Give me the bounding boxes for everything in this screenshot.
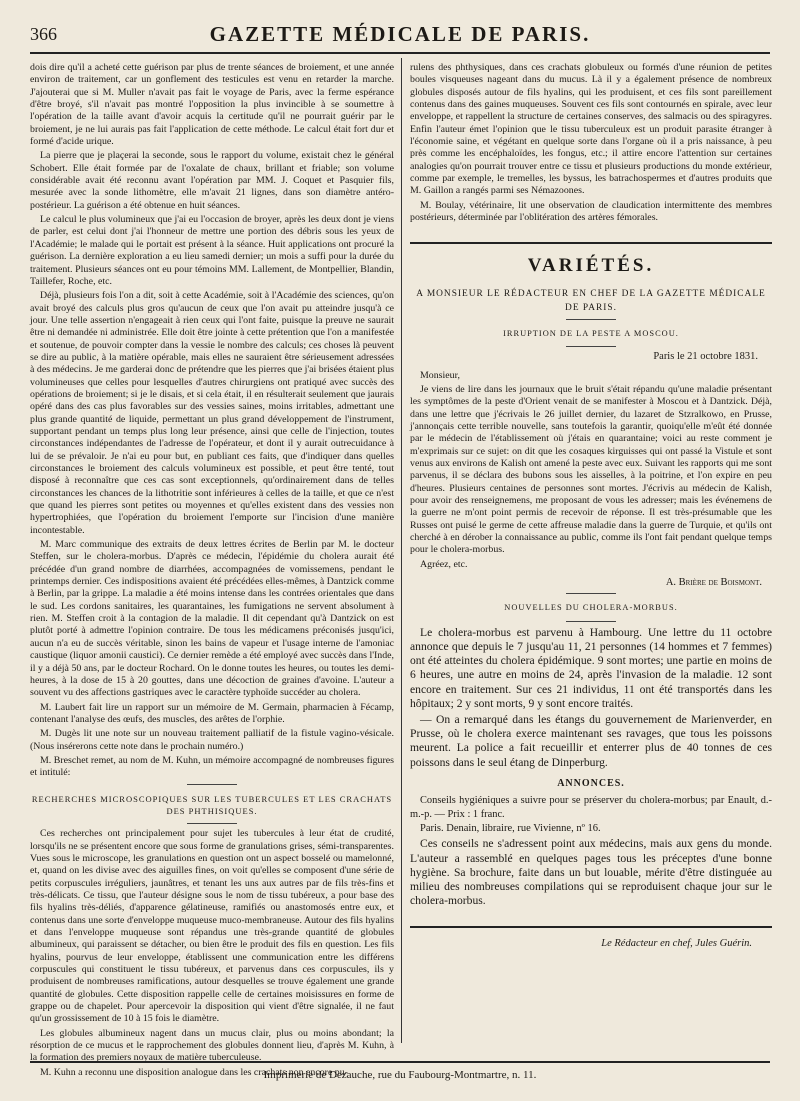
letter-subheading: IRRUPTION DE LA PESTE A MOSCOU. (503, 328, 679, 338)
letter-closing: Agréez, etc. (420, 558, 468, 570)
announcement-publisher: Paris. Denain, libraire, rue Vivienne, nº 16. (420, 823, 601, 835)
paragraph: M. Boulay, vétérinaire, lit une observation de claudication intermittente des membres postérieurs, déterminée par l'oblitération des artères fémorales. (410, 199, 772, 224)
letter-body: Je viens de lire dans les journaux que le bruit s'était répandu qu'une maladie présentant les symptômes de la peste d'Orient venait de se manifester à Moscou et à Dantzick. Déjà, dans une lettre que j'écrivais le 26 juillet dernier, du lazaret de Stzralkowo, en Prusse, j'annonçais cette terrible nouvelle, sans toutefois la garantir, quoiqu'elle m'eût été donnée par le médecin de l'établissement où j'étais en quarantaine; voici au reste comment je m'exprimais sur ce sujet: on dit que les cosaques kirguisses qui ont passé la Vistule et sont venus aux environs de Kalish ont amené la peste avec eux. Suivant les rapports qui me sont parvenus, il se déclara des bubons sous les aisselles, à la poitrine, et l'on expire en peu d'heures. Plusieurs centaines de personnes sont mortes. J'écrivis au médecin de Kalish, pour avoir des renseignemens, me proposant de vous les adresser; mais les événemens de la guerre ne m'ont point permis de recevoir de réponse. Il est très-présumable que les Russes ont puisé le germe de cette affreuse maladie dans la guerre de Turquie, et qu'ils ont cherché à en dérober la connaissance au public, comme ils l'ont fait pendant quelque temps pour le cholera-morbus. (410, 383, 772, 556)
letter-signature: A. Brière de Boismont. (665, 577, 762, 588)
announcement-text: Ces conseils ne s'adressent point aux médecins, mais aux gens du monde. L'auteur a rassemblé en quelques pages tous les préceptes d'une bonne hygiène. Sa brochure, faite dans un but louable, mérite d'être distinguée au milieu des nombreuses compilations qui se reproduisent chaque jour sur le cholera-morbus. (410, 837, 772, 908)
paragraph: La pierre que je plaçerai la seconde, sous le rapport du volume, existait chez le général Schobert. Elle était formée par de l'oxalate de chaux, brillant et friable; son volume considérable avait été reconnu avant l'opération par MM. J. Coquet et Pasquier fils, mesurée avec la sonde lithomètre, elle m'avait 21 lignes, dans son diamètre antéro-postérieur. La guérison a été obtenue en huit séances. (30, 150, 394, 211)
paragraph: rulens des phthysiques, dans ces crachats globuleux ou formés d'une réunion de petites boules visqueuses nageant dans du mucus. Là il y a également présence de nombreux globules disposés autour de fils hyalins, qui les produisent, et ces fils sont pareillement contenus dans des gaines muqueuses. Souvent ces fils sont contournés en spirale, avec leur enveloppe, et rappellent la structure de certaines conserves, des salmacis ou des spiragyres. Enfin l'auteur émet l'opinion que le tissu tuberculeux est un produit parasite étranger à l'économie saine, et végétant en quelque sorte dans l'organe où il a pris naissance, à peu près comme les encéphaloïdes, les fongus, etc.; il attire encore l'attention sur certaines analogies qu'on pourrait trouver entre ce tissu et plusieurs productions du monde extérieur, comme par exemple, le tremelles, les byssus, les batrachospermes et d'autres produits que M. Gaillon a rangés parmi ses Némazoones. (410, 62, 772, 197)
divider (566, 621, 616, 622)
page-header (30, 18, 770, 54)
divider (187, 784, 237, 785)
paragraph: — On a remarqué dans les étangs du gouvernement de Marienverder, en Prusse, où le cholera exerce maintenant ses ravages, que tous les poissons meurent. La police a fait recueillir et enterrer plus de 40 tonnes de ces poissons dans le seul étang de Dinperburg. (410, 712, 772, 769)
divider (566, 346, 616, 347)
left-column (30, 62, 394, 1078)
paragraph: M. Marc communique des extraits de deux lettres écrites de Berlin par M. le docteur Steffen, sur le cholera-morbus. D'après ce médecin, l'épidémie du cholera aurait été précédée d'un grand nombre de diarrhées, accompagnées de vomissemens, pendant le printemps dernier. Ces indispositions avaient été précédées elles-mêmes, à Dantzick comme à Berlin, par la grippe. La maladie a été moins intense dans les contrées orientales que dans le sud. Les cordons sanitaires, les quarantaines, les fumigations ne servent absolument à rien. M. Steffen croit à la contagion de la maladie. Il dit cependant qu'à Dantzick on est plutôt porté à admettre l'opinion contraire. De tous les médicamens préconisés jusqu'ici, aucun n'a eu de succès véritable, sinon les bains de vapeur et l'usage interne de l'amoniac caustique (liquor amonii caustici). Ce dernier remède a été employé avec succès dans l'Inde, il y a déjà 50 ans, par le docteur Rochard. On le donne toutes les heures, ou toutes les demi-heures, à la dose de 15 à 20 gouttes, dans une décoction de graines d'avoine. L'auteur a souvent vu des affections gastriques avec le caractère typhoïde succéder au cholera. (30, 539, 394, 699)
paragraph: Déjà, plusieurs fois l'on a dit, soit à cette Académie, soit à l'Académie des sciences, qu'on avait broyé des calculs plus gros qu'aucun de ceux que l'on avait pu atteindre jusqu'à ce jour. Une telle assertion n'engageait à rien ceux qui l'ont faite, puisque la preuve ne saurait être ni demandée ni administrée. Elle doit être jointe à cette prétention que l'on a manifestée et soutenue, de pouvoir compter dans la vessie le nombre des calculs; ces choses là peuvent se dire au public, à la matière opérable, mais elles ne sauraient être sérieusement adressées à des médecins. Je me garderai donc de prétendre que les pierres que j'ai brisées étaient plus volumineuses que celles pour lesquelles d'autres chirurgiens ont pratiqué avec succès des opérations de broiement; si je le disais, et si cela était, il en résulterait seulement que jaurais opéré dans des cas plus favorables sur des vessies saines, moins irritables, admettant une plus grande quantité de liquide, permettant un plus grand développement de l'instrument, supportant pendant un temps plus long leur présence, ainsi que celle de l'injection, toutes circonstances indépendantes de l'adresse de l'opérateur, et dont il y aurait outrecuidance à lui de se prévaloir. Je n'ai eu pour but, en publiant ces faits, que d'indiquer dans quelles circonstances le broiement des calculs volumineux est possible, et peut être tenté, tout disposé à reconnaître que ces cas sont exceptionnels, qu'ordinairement dans de telles circonstances les chances de la lithotritie sont inférieures à celles de la taille, et que ce n'est que quand les pierres sont petites ou moyennes et qu'elles existent dans des vessies non hypertrophiées, que l'opération du broiement l'emporte sur l'incision d'une manière incontestable. (30, 290, 394, 536)
paragraph: M. Dugès lit une note sur un nouveau traitement palliatif de la fistule vagino-vésicale. (Nous insérerons cette note dans le prochain numéro.) (30, 728, 394, 752)
news-heading: NOUVELLES DU CHOLERA-MORBUS. (504, 603, 678, 613)
announcements-heading: ANNONCES. (557, 777, 625, 789)
divider (566, 593, 616, 594)
paragraph: M. Breschet remet, au nom de M. Kuhn, un mémoire accompagné de nombreuses figures et intitulé: (30, 754, 394, 779)
paragraph: Les globules albumineux nagent dans un mucus clair, plus ou moins abondant; la résorption de ce mucus et le rapprochement des globules donnent lieu, d'après M. Kuhn, à la formation des premiers noyaux de matière tuberculeuse. (30, 1027, 394, 1064)
salutation: Monsieur, (420, 369, 460, 381)
section-title: VARIÉTÉS. (527, 255, 655, 277)
paragraph: dois dire qu'il a acheté cette guérison par plus de trente séances de broiement, et une année environ de traitement, car un gonflement des testicules est venu en retarder la marche. J'ajouterai que si M. Muller n'avait pas fait le voyage de Paris, avec la ferme espérance d'être broyé, s'il n'avait pas montré l'opposition la plus invincible à se soumettre à l'opération de la taille avant d'avoir acquis la certitude qu'il ne pourrait guérir par le broiement, je ne lui aurais pas fait l'application de cette méthode. Le calcul était fort dur et formé d'acide urique. (30, 62, 394, 148)
page-number: 366 (30, 24, 57, 44)
letter-heading: A MONSIEUR LE RÉDACTEUR EN CHEF DE LA GAZETTE MÉDICALE DE PARIS. (416, 288, 766, 313)
divider (187, 823, 237, 824)
announcement-title: Conseils hygiéniques a suivre pour se préserver du cholera-morbus; par Enault, d.-m.-p. — Prix : 1 franc. (410, 795, 772, 820)
column-divider (401, 58, 402, 1043)
paragraph: Le calcul le plus volumineux que j'ai eu l'occasion de broyer, après les deux dont je viens de parler, est celui dont j'ai l'honneur de mettre une portion des débris sous les yeux de l'Académie; le malade qui le portait est présent à la séance. Huit applications ont procuré la guérison. La dernière exploration a eu lieu samedi dernier; un mois a suffi pour la durée du traitement. Plusieurs séances ont eu pour témoins MM. Lallement, de Montpellier, Blandin, Taillefer, Roche, etc. (30, 214, 394, 287)
section-heading: RECHERCHES MICROSCOPIQUES SUR LES TUBERCULES ET LES CRACHATS DES PHTHISIQUES. (31, 793, 393, 816)
paragraph: Le cholera-morbus est parvenu à Hambourg. Une lettre du 11 octobre annonce que depuis le 7 jusqu'au 11, 21 personnes (14 hommes et 7 femmes) ont été atteintes du cholera épidémique. 9 sont mortes; une partie en moins de 6 heures, une autre en moins de 24, après l'invasion de la maladie. 12 sont encore en traitement. Sur ces 21 individus, 11 ont été transportés dans les hôpitaux; 2 y sont morts, 9 y sont encore traités. (410, 625, 772, 710)
paragraph: Ces recherches ont principalement pour sujet les tubercules à leur état de crudité, lorsqu'ils ne se présentent encore que sous forme de granulations grises, sémi-transparentes. Vues sous le microscope, les granulations en question ont un aspect bosselé ou mamelonné, et, quand on les divise avec des aiguilles fines, on voit qu'elles se composent d'une série de petits corpuscules irréguliers, jaunâtres, et tenant les uns aux autres par de fils très-fins et très-délicats. Ce tissu, que l'auteur désigne sous le nom de tissu tubéreux, a pour base des fils hyalins très-déliés, d'apparence gélatineuse, ramifiés ou anastomosés entre eux, et contenus dans une sorte d'enveloppe muqueuse muco-membraneuse. Autour des fils hyalins et dans l'enveloppe muqueuse sont répandus une très-grande quantité de globules albumineux, qui paraissent se détacher, ou bien être le produit des fils en question. Les fils hyalins, pourvus de leur enveloppe, établissent une communication entre les différens corpuscules qui constituent le tissu tubéreux, et parvenus dans ces corpuscules, ils y produisent de nombreuses ramifications, autour desquelles se trouve également une grande quantité de globules. Cette disposition rappelle celle de certaines moisissures en forme de grappe ou de chapelet. Pour apercevoir la disposition qui vient d'être signalée, il ne faut qu'un grossissement de 10 à 15 fois le diamètre. (30, 828, 394, 1025)
editor-line: Le Rédacteur en chef, Jules Guérin. (410, 926, 772, 950)
paragraph: M. Laubert fait lire un rapport sur un mémoire de M. Germain, pharmacien à Fécamp, contenant l'analyse des œufs, des muscles, des arêtes de l'orphie. (30, 701, 394, 725)
journal-title: GAZETTE MÉDICALE DE PARIS. (209, 22, 591, 46)
divider (566, 319, 616, 320)
paragraph: M. Kuhn a reconnu une disposition analogue dans les crachats non encore pu- (40, 1066, 348, 1078)
varietes-section (410, 242, 772, 950)
right-column (410, 62, 772, 1039)
letter-date: Paris le 21 octobre 1831. (653, 351, 758, 363)
imprint-footer: Imprimerie de Dezauche, rue du Faubourg-Montmartre, n. 11. (30, 1061, 770, 1081)
